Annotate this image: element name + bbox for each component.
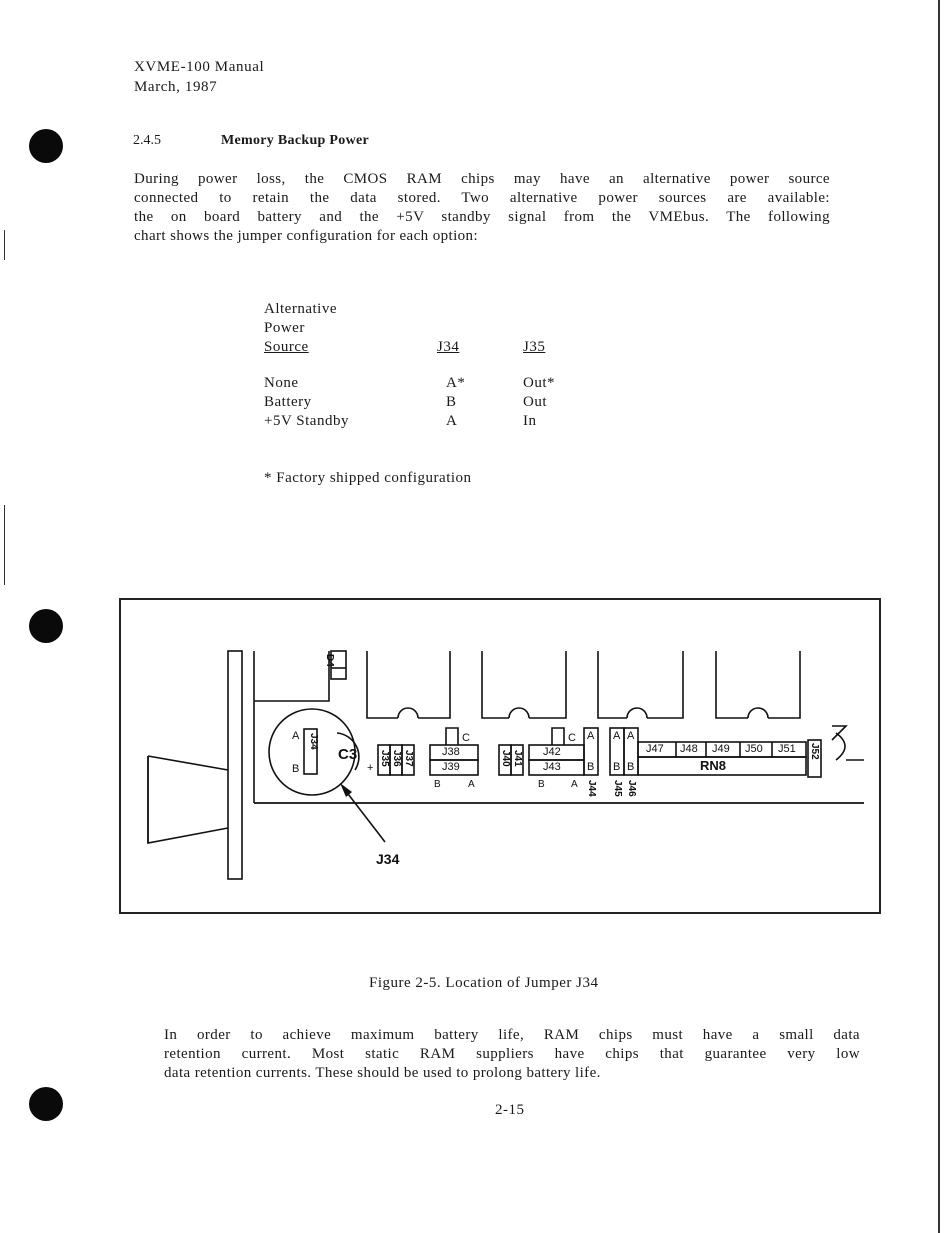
- callout-label-j34: J34: [376, 851, 400, 867]
- label-j41: J41: [512, 750, 523, 767]
- table-cell-j35: In: [523, 413, 537, 429]
- table-cell-source: +5V Standby: [264, 413, 349, 429]
- label-j46-b: B: [627, 761, 635, 773]
- intro-line: connected to retain the data stored. Two alternative power sources are available:: [134, 190, 830, 206]
- table-cell-j35: Out: [523, 394, 547, 410]
- label-j34: J34: [308, 733, 319, 750]
- label-j39: J39: [442, 761, 460, 773]
- table-cell-j35: Out*: [523, 375, 555, 391]
- label-j39-b: B: [434, 779, 441, 790]
- table-header-line: Alternative: [264, 301, 337, 317]
- page-number: 2-15: [495, 1102, 525, 1118]
- label-j51: J51: [778, 743, 796, 755]
- table-header-j34: J34: [437, 339, 460, 355]
- table-footnote: * Factory shipped configuration: [264, 470, 472, 486]
- table-cell-source: None: [264, 375, 299, 391]
- label-j43-a: A: [571, 779, 578, 790]
- table-cell-j34: A*: [446, 375, 466, 391]
- section-title: Memory Backup Power: [221, 133, 370, 148]
- label-j42-c: C: [568, 732, 576, 744]
- label-c3: C3: [338, 746, 358, 763]
- table-header-source: Source: [264, 339, 309, 355]
- intro-line: the on board battery and the +5V standby signal from the VMEbus. The following: [134, 209, 830, 225]
- label-j39-a: A: [468, 779, 475, 790]
- manual-title: XVME-100 Manual: [134, 59, 265, 75]
- intro-line: chart shows the jumper configuration for each option:: [134, 228, 479, 244]
- label-j42: J42: [543, 746, 561, 758]
- label-j38: J38: [442, 746, 460, 758]
- label-j45: J45: [612, 780, 623, 797]
- label-plus: +: [367, 762, 374, 774]
- label-j40: J40: [500, 750, 511, 767]
- intro-line: During power loss, the CMOS RAM chips may have an alternative power source: [134, 171, 830, 187]
- label-j34-b: B: [292, 763, 300, 775]
- table-header-j35: J35: [523, 339, 546, 355]
- label-j50: J50: [745, 743, 763, 755]
- table-cell-source: Battery: [264, 394, 312, 410]
- label-j37: J37: [403, 750, 414, 767]
- manual-date: March, 1987: [134, 79, 218, 95]
- label-j49: J49: [712, 743, 730, 755]
- label-j52: J52: [809, 743, 820, 760]
- label-j38-c: C: [462, 732, 470, 744]
- figure-caption: Figure 2-5. Location of Jumper J34: [369, 975, 599, 991]
- label-j43-b: B: [538, 779, 545, 790]
- label-rn8: RN8: [700, 758, 727, 773]
- label-j47: J47: [646, 743, 664, 755]
- label-j43: J43: [543, 761, 561, 773]
- closing-line: retention current. Most static RAM suppliers have chips that guarantee very low: [164, 1046, 860, 1062]
- label-j35: J35: [379, 750, 390, 767]
- table-cell-j34: A: [446, 413, 458, 429]
- label-j34-a: A: [292, 730, 300, 742]
- table-header-line: Power: [264, 320, 305, 336]
- label-j44-b: B: [587, 761, 595, 773]
- label-j46: J46: [626, 780, 637, 797]
- label-j45-a: A: [613, 730, 621, 742]
- label-j44-a: A: [587, 730, 595, 742]
- label-j46-a: A: [627, 730, 635, 742]
- table-cell-j34: B: [446, 394, 457, 410]
- section-number: 2.4.5: [133, 133, 161, 148]
- label-j44: J44: [586, 780, 597, 797]
- label-j45-b: B: [613, 761, 621, 773]
- closing-line: In order to achieve maximum battery life, RAM chips must have a small data: [164, 1027, 860, 1043]
- label-d4: D4: [324, 654, 335, 667]
- label-j36: J36: [391, 750, 402, 767]
- closing-line: data retention currents. These should be used to prolong battery life.: [164, 1065, 601, 1081]
- label-j48: J48: [680, 743, 698, 755]
- closing-paragraph: [164, 1026, 860, 1083]
